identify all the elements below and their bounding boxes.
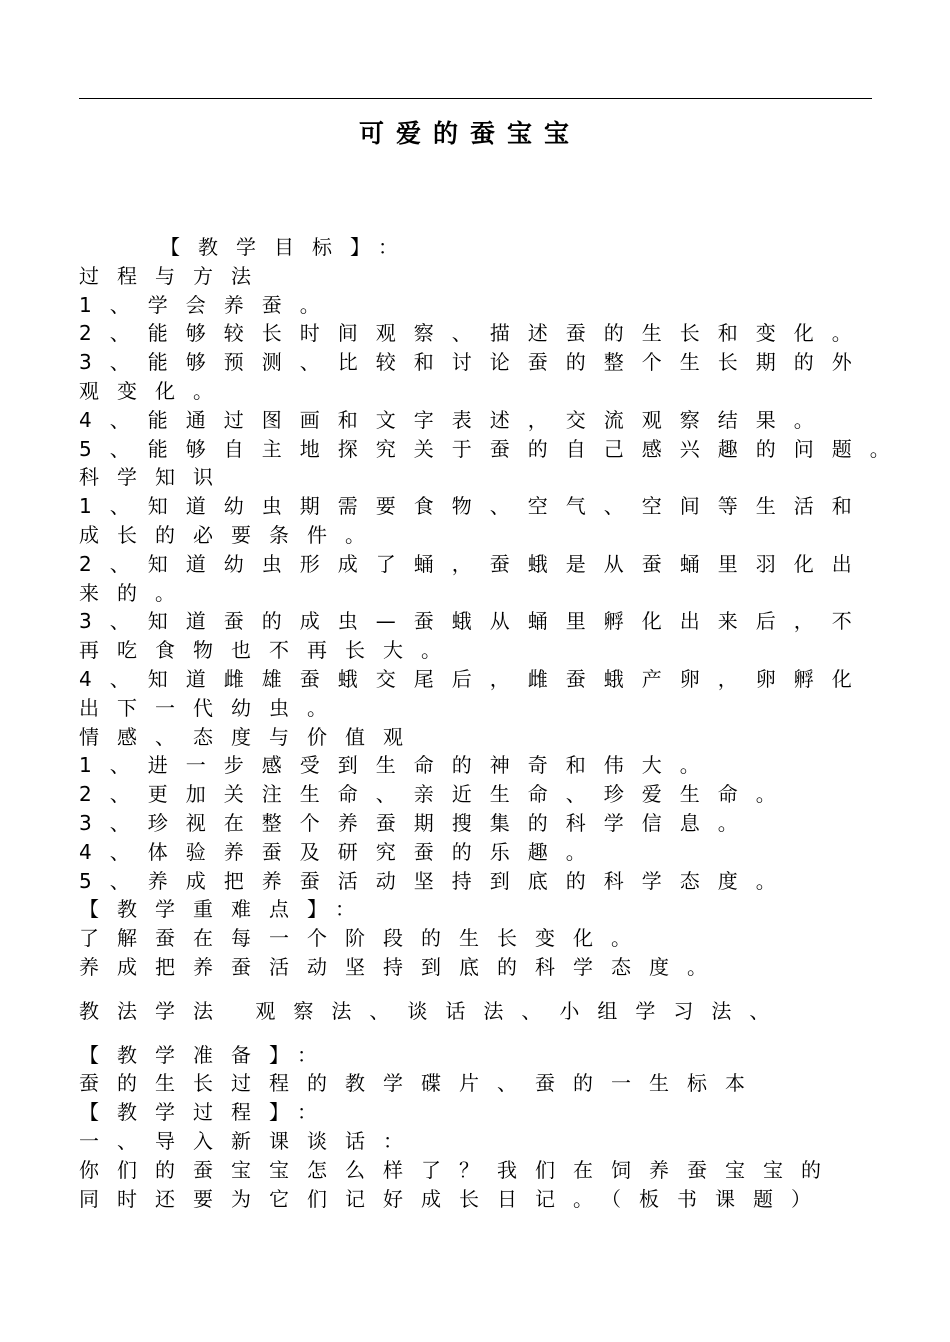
document-title: 可爱的蚕宝宝 [358, 119, 581, 148]
text-line: 观变化。 [79, 378, 231, 403]
text-line-teaching-methods: 教法学法 观察法、谈话法、小组学习法、 [79, 998, 788, 1023]
text-line: 2、更加关注生命、亲近生命、珍爱生命。 [79, 782, 794, 807]
text-line: 2、能够较长时间观察、描述蚕的生长和变化。 [79, 321, 870, 346]
section-heading-preparation: 【教学准备】： [79, 1042, 335, 1067]
text-line: 4、能通过图画和文字表述，交流观察结果。 [79, 407, 832, 432]
section-heading-teaching-goals: 【教学目标】： [160, 235, 416, 259]
text-line: 了解蚕在每一个阶段的生长变化。 [79, 926, 649, 951]
text-line: 4、体验养蚕及研究蚕的乐趣。 [79, 839, 604, 864]
text-line: 来的。 [79, 580, 193, 605]
text-line: 2、知道幼虫形成了蛹，蚕蛾是从蚕蛹里羽化出 [79, 551, 870, 576]
text-line: 成长的必要条件。 [79, 522, 383, 547]
header-rule [79, 98, 872, 99]
subheading-science-knowledge: 科学知识 [79, 465, 231, 490]
text-line: 3、能够预测、比较和讨论蚕的整个生长期的外 [79, 350, 870, 375]
text-line: 1、学会养蚕。 [79, 292, 338, 317]
text-line: 3、珍视在整个养蚕期搜集的科学信息。 [79, 810, 756, 835]
text-line: 同时还要为它们记好成长日记。（板书课题） [79, 1186, 829, 1211]
text-line: 1、知道幼虫期需要食物、空气、空间等生活和 [79, 494, 870, 519]
subheading-emotion-attitude-values: 情感、态度与价值观 [79, 724, 421, 749]
text-line: 5、养成把养蚕活动坚持到底的科学态度。 [79, 868, 794, 893]
text-line: 3、知道蚕的成虫—蚕蛾从蛹里孵化出来后，不 [79, 609, 870, 634]
subheading-process-method: 过程与方法 [79, 263, 269, 288]
text-line: 一、导入新课谈话： [79, 1128, 421, 1153]
text-line: 再吃食物也不再长大。 [79, 638, 459, 663]
text-line: 蚕的生长过程的教学碟片、蚕的一生标本 [79, 1071, 763, 1096]
text-line: 出下一代幼虫。 [79, 695, 345, 720]
text-line: 1、进一步感受到生命的神奇和伟大。 [79, 753, 718, 778]
text-line: 4、知道雌雄蚕蛾交尾后，雌蚕蛾产卵，卵孵化 [79, 666, 870, 691]
text-line: 你们的蚕宝宝怎么样了？我们在饲养蚕宝宝的 [79, 1157, 839, 1182]
section-heading-key-points: 【教学重难点】： [79, 897, 373, 922]
section-heading-teaching-process: 【教学过程】： [79, 1100, 335, 1125]
text-line: 养成把养蚕活动坚持到底的科学态度。 [79, 954, 725, 979]
document-body [79, 233, 908, 1213]
text-line: 5、能够自主地探究关于蚕的自己感兴趣的问题。 [79, 436, 908, 461]
